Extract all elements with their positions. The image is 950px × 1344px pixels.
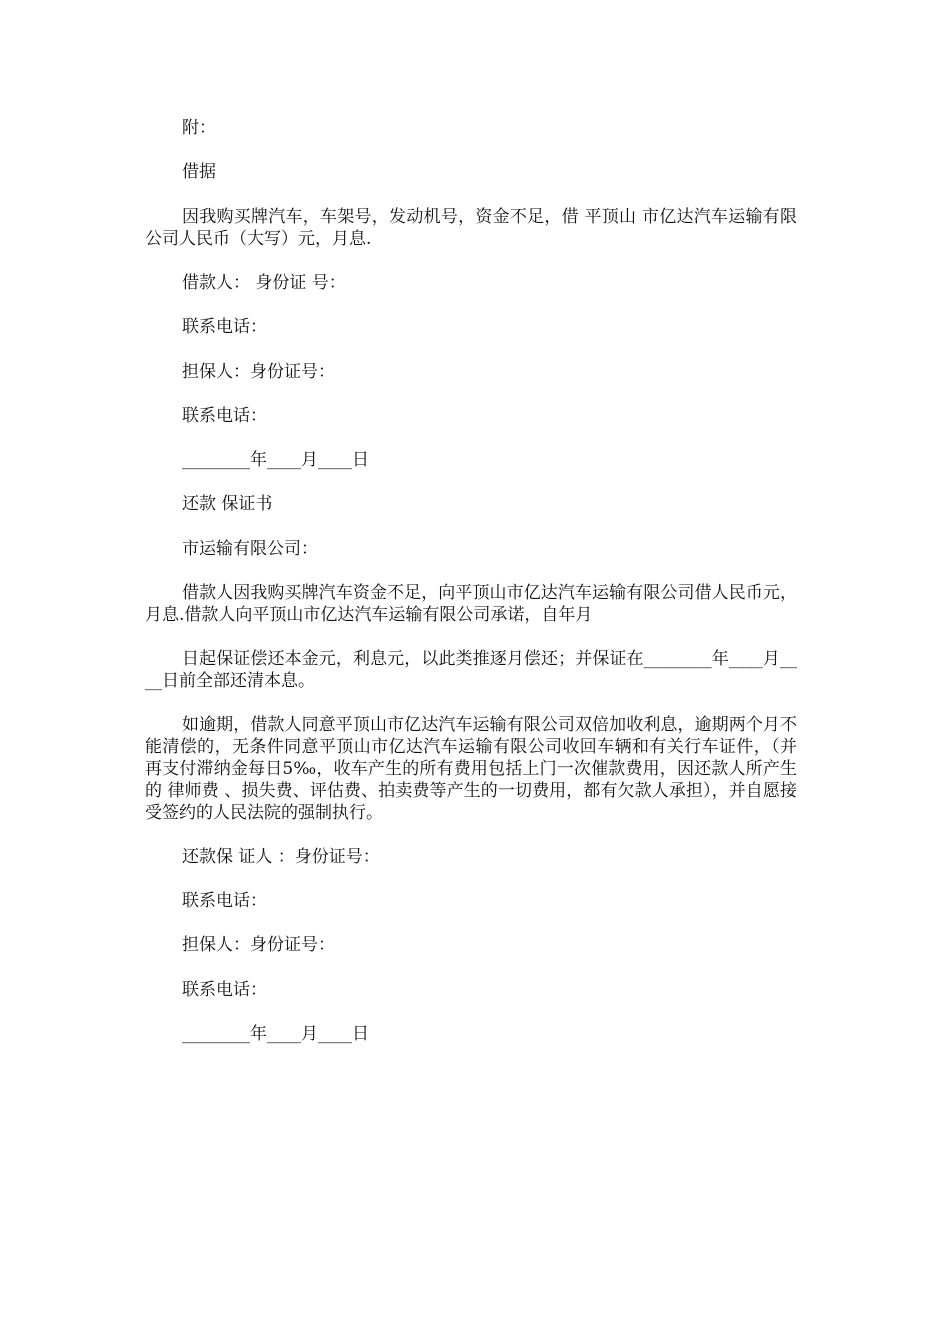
guarantor-line-1: 担保人：身份证号：: [182, 362, 335, 382]
guarantor-person-line: 还款保 证人 ：身份证号：: [182, 847, 380, 867]
iou-title: 借据: [182, 162, 216, 182]
guarantor-line-2: 担保人：身份证号：: [182, 935, 335, 955]
iou-body: 因我购买牌汽车，车架号，发动机号，资金不足，借 平顶山 市亿达汽车运输有限公司人民币（大写）元，月息.: [145, 207, 797, 249]
phone-line-2: 联系电话：: [182, 406, 267, 426]
guarantee-title: 还款 保证书: [182, 494, 273, 514]
borrower-line: 借款人： 身份证 号：: [182, 273, 346, 293]
addressee: 市运输有限公司：: [182, 539, 318, 559]
guarantee-paragraph-3: 如逾期，借款人同意平顶山市亿达汽车运输有限公司双倍加收利息，逾期两个月不能清偿的，无条件同意平顶山市亿达汽车运输有限公司收回车辆和有关行车证件，（并再支付滞纳金每日5‰，收车产生的所有费用包括上门一次催款费用，因还款人所产生的 律师费 、损失费、评估费、拍卖费等产生的一切费用，都有欠款人承担），并自愿接受签约的人民法院的强制执行。: [145, 715, 797, 823]
phone-line-4: 联系电话：: [182, 980, 267, 1000]
date-line-2: ________年____月____日: [182, 1024, 369, 1044]
guarantee-paragraph-2: 日起保证偿还本金元，利息元，以此类推逐月偿还；并保证在________年____月____日前全部还清本息。: [145, 649, 797, 691]
phone-line-1: 联系电话：: [182, 317, 267, 337]
phone-line-3: 联系电话：: [182, 891, 267, 911]
attachment-label: 附：: [182, 118, 216, 138]
guarantee-paragraph-1: 借款人因我购买牌汽车资金不足，向平顶山市亿达汽车运输有限公司借人民币元，月息.借款人向平顶山市亿达汽车运输有限公司承诺，自年月: [145, 583, 797, 625]
date-line-1: ________年____月____日: [182, 450, 369, 470]
